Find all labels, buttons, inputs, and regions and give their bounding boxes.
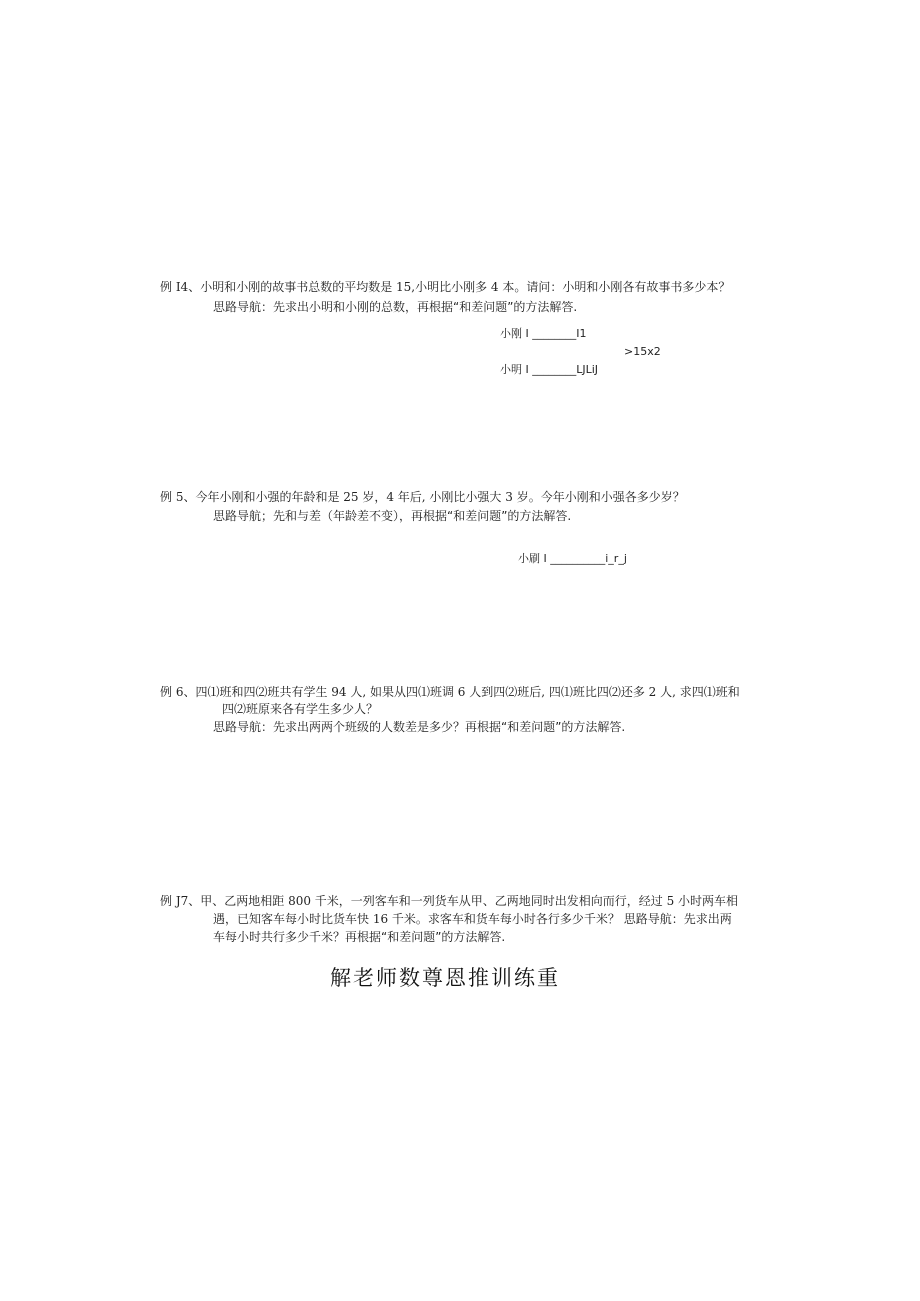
- example-7-hint-start: 思路导航：先求出两: [623, 912, 732, 926]
- example-7-question-text: 遇，已知客车每小时比货车快 16 千米。求客车和货车每小时各行多少千米？: [213, 912, 620, 926]
- example-5-diagram-row-1: 小刷 I __________i_r_j: [518, 552, 627, 565]
- example-5-hint: 思路导航；先和与差（年龄差不变），再根据“和差问题”的方法解答.: [213, 509, 572, 523]
- example-7-hint-end: 车每小时共行多少千米？再根据“和差问题”的方法解答.: [213, 930, 506, 944]
- example-6-question-line-2: 四⑵班原来各有学生多少人？: [222, 702, 379, 716]
- example-4-hint: 思路导航：先求出小明和小刚的总数，再根据“和差问题”的方法解答.: [213, 300, 578, 314]
- example-4-diagram-row-2: 小明 I ________LJLiJ: [500, 363, 599, 376]
- footer-title: 解老师数尊恩推训练重: [330, 966, 560, 990]
- example-4-diagram-row-1: 小刚 I ________I1: [500, 327, 587, 340]
- example-4-question: 例 I4、小明和小刚的故事书总数的平均数是 15,小明比小刚多 4 本。请问：小明和小刚各有故事书多少本？: [160, 280, 731, 294]
- example-5-question: 例 5、今年小刚和小强的年龄和是 25 岁，4 年后, 小刚比小强大 3 岁。今年小刚和小强各多少岁？: [160, 490, 685, 504]
- example-7-question-line-2: [213, 911, 732, 927]
- example-4-diagram-sum: >15x2: [624, 345, 661, 358]
- example-6-hint: 思路导航：先求出两两个班级的人数差是多少？再根据“和差问题”的方法解答.: [213, 720, 626, 734]
- example-6-question-line-1: 例 6、四⑴班和四⑵班共有学生 94 人, 如果从四⑴班调 6 人到四⑵班后, 四⑴班比四⑵还多 2 人, 求四⑴班和: [160, 685, 740, 699]
- example-7-question-line-1: 例 J7、甲、乙两地相距 800 千米，一列客车和一列货车从甲、乙两地同时出发相向而行，经过 5 小时两车相: [160, 894, 739, 908]
